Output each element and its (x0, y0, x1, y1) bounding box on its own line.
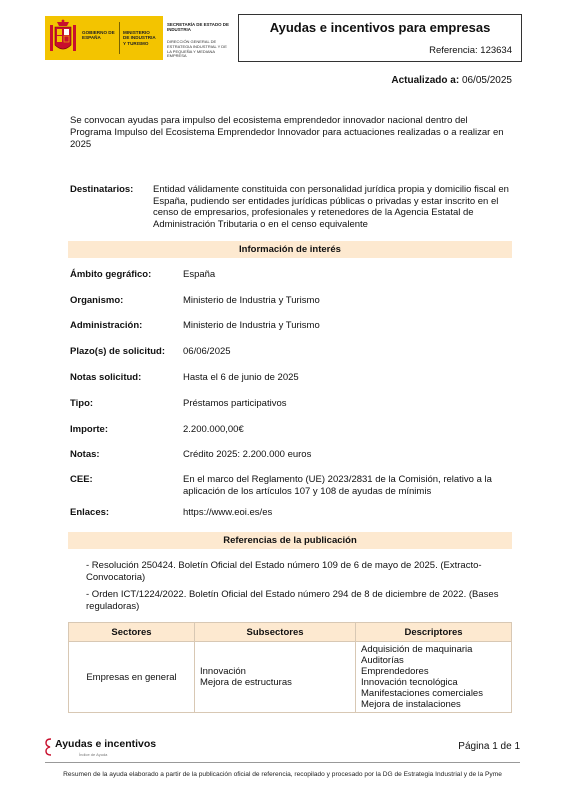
header-subsectores: Subsectores (195, 623, 356, 642)
references-list (86, 560, 512, 618)
descriptor-item: Innovación tecnológica (361, 677, 458, 688)
info-value-notas-solicitud: Hasta el 6 de junio de 2025 (183, 372, 299, 383)
sectors-table (68, 622, 512, 713)
descriptor-item: Manifestaciones comerciales (361, 688, 483, 699)
logo-line-1: GOBIERNO DE ESPAÑA (82, 30, 115, 41)
cell-sector: Empresas en general (69, 642, 195, 713)
header-sectores: Sectores (69, 623, 195, 642)
destinatarios-label: Destinatarios: (70, 184, 134, 195)
info-label-cee: CEE: (70, 474, 93, 485)
footer-note: Resumen de la ayuda elaborado a partir de la publicación oficial de referencia, recopilado y procesado por la DG de Estrategia Industrial y de la Pyme (63, 771, 502, 778)
table-header-row (69, 623, 512, 642)
info-label-notas: Notas: (70, 449, 100, 460)
info-label-notas-solicitud: Notas solicitud: (70, 372, 142, 383)
intro-paragraph: Se convocan ayudas para impulso del ecosistema emprendedor innovador nacional dentro del Programa Impulso del Ecosistema Emprendedor Innovador para actuaciones realizadas o a realizar en 2025 (70, 115, 504, 150)
reference-item: - Resolución 250424. Boletín Oficial del Estado número 109 de 6 de mayo de 2025. (Extracto-Convocatoria) (86, 560, 482, 583)
updated-date (300, 75, 512, 86)
info-value-plazo: 06/06/2025 (183, 346, 231, 357)
info-value-ambito: España (183, 269, 216, 280)
destinatarios-value: Entidad válidamente constituida con personalidad jurídica propia y domicilio fiscal en España, pudiendo ser entidades jurídicas públicas o privadas y estar inscrito en el censo de empresarios, profesionales y retenedores de la Agencia Estatal de Administración Tributaria o en el censo equivalente (153, 184, 509, 230)
descriptor-item: Mejora de instalaciones (361, 699, 461, 710)
info-label-plazo: Plazo(s) de solicitud: (70, 346, 166, 357)
info-value-importe: 2.200.000,00€ (183, 424, 244, 435)
info-label-enlaces: Enlaces: (70, 507, 110, 518)
info-value-enlaces[interactable]: https://www.eoi.es/es (183, 507, 273, 518)
table-row (69, 642, 512, 713)
descriptor-item: Auditorías (361, 655, 404, 666)
updated-label: Actualizado a: (391, 75, 460, 86)
footer-brand (45, 736, 245, 760)
cell-descriptors (356, 642, 512, 713)
header-descriptores: Descriptores (356, 623, 512, 642)
cell-subsectors (195, 642, 356, 713)
logo-divider (119, 22, 120, 54)
coat-of-arms-icon (48, 19, 78, 57)
info-value-administracion: Ministerio de Industria y Turismo (183, 320, 320, 331)
logo-line-4: DIRECCIÓN GENERAL DE ESTRATEGIA INDUSTRIAL Y DE LA PEQUEÑA Y MEDIANA EMPRESA (167, 39, 227, 59)
info-value-notas: Crédito 2025: 2.200.000 euros (183, 449, 312, 460)
reference-item: - Orden ICT/1224/2022. Boletín Oficial del Estado número 294 de 8 de diciembre de 2022. (Bases reguladoras) (86, 589, 499, 612)
info-label-administracion: Administración: (70, 320, 143, 331)
brand-mark-icon (45, 738, 53, 756)
updated-value: 06/05/2025 (461, 75, 512, 86)
info-value-tipo: Préstamos participativos (183, 398, 287, 409)
footer-brand-name: Ayudas e incentivos (55, 738, 157, 750)
subsector-item: Mejora de estructuras (200, 677, 292, 688)
logo-line-3: SECRETARÍA DE ESTADO DE INDUSTRIA (167, 22, 229, 33)
info-label-importe: Importe: (70, 424, 108, 435)
descriptor-item: Emprendedores (361, 666, 429, 677)
info-heading: Información de interés (68, 241, 512, 258)
government-logo (45, 16, 233, 60)
subsector-item: Innovación (200, 666, 246, 677)
logo-line-2: MINISTERIO DE INDUSTRIA Y TURISMO (123, 30, 156, 46)
info-label-organismo: Organismo: (70, 295, 124, 306)
document-title: Ayudas e incentivos para empresas (269, 20, 491, 35)
reference-number: Referencia: 123634 (429, 45, 512, 56)
info-value-cee: En el marco del Reglamento (UE) 2023/2831 de la Comisión, relativo a la aplicación de los artículos 107 y 108 de ayudas de mínimis (183, 474, 492, 497)
footer-brand-sub: Índice de Ayuda (79, 752, 108, 757)
info-value-organismo: Ministerio de Industria y Turismo (183, 295, 320, 306)
page-number: Página 1 de 1 (458, 741, 520, 752)
descriptor-item: Adquisición de maquinaria (361, 644, 473, 655)
info-label-tipo: Tipo: (70, 398, 94, 409)
info-label-ambito: Ámbito gegráfico: (70, 269, 152, 280)
references-heading: Referencias de la publicación (68, 532, 512, 549)
footer-divider (45, 762, 520, 763)
